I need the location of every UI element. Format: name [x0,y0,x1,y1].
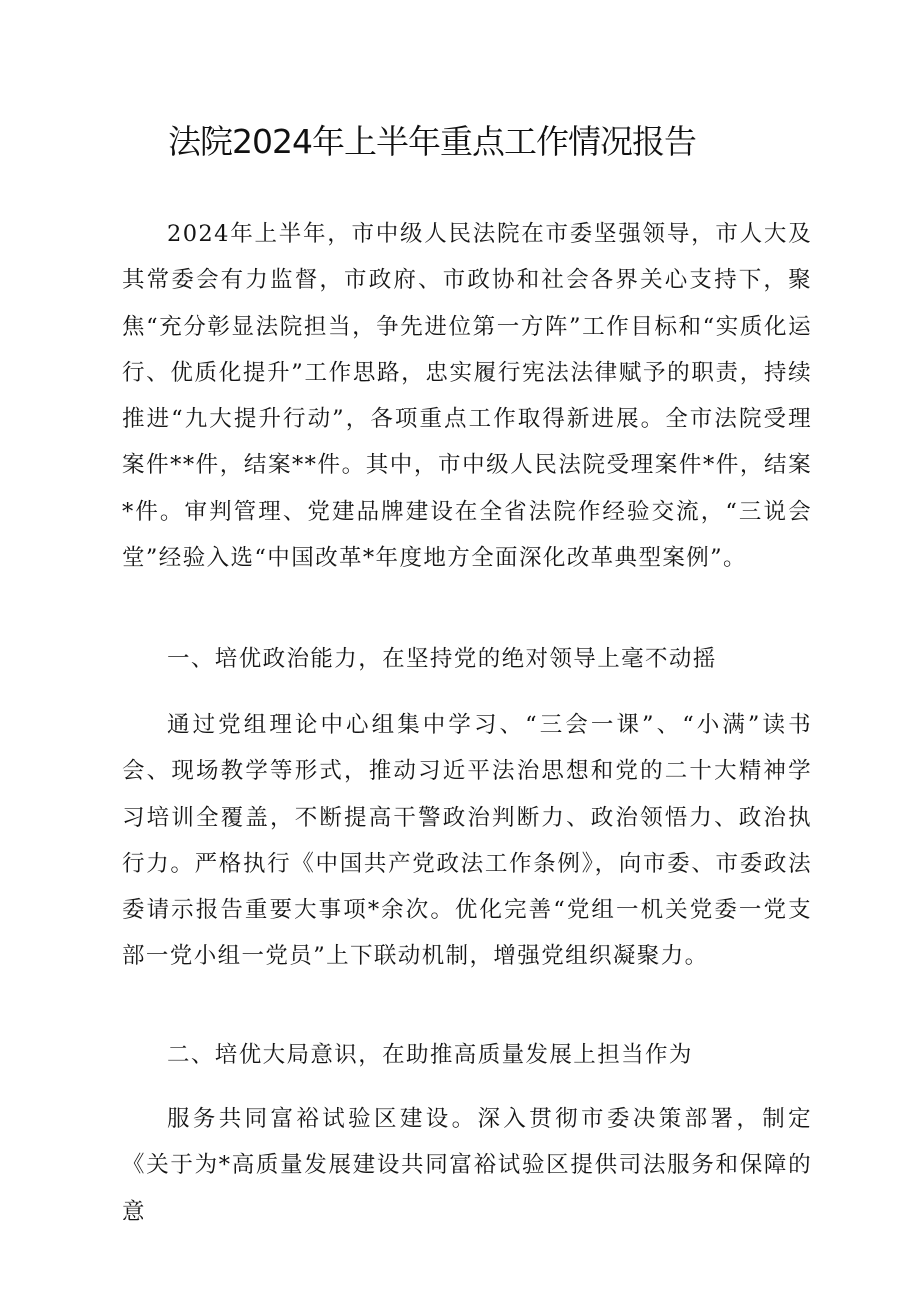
section-2-heading: 二、培优大局意识，在助推高质量发展上担当作为 [167,1042,693,1068]
section-1-heading-block [122,636,812,682]
document-title: 法院2024年上半年重点工作情况报告 [168,122,696,161]
section-2-body-block [122,1096,812,1235]
section-2-paragraph: 服务共同富裕试验区建设。深入贯彻市委决策部署，制定《关于为*高质量发展建设共同富裕试验区提供司法服务和保障的意 [122,1106,812,1225]
section-1-paragraph: 通过党组理论中心组集中学习、“三会一课”、“小满”读书会、现场教学等形式，推动习近平法治思想和党的二十大精神学习培训全覆盖，不断提高干警政治判断力、政治领悟力、政治执行力。严格执行《中国共产党政法工作条例》，向市委、市委政法委请示报告重要大事项*余次。优化完善“党组一机关党委一党支部一党小组一党员”上下联动机制，增强党组织凝聚力。 [122,712,812,970]
section-1-body-block [122,702,812,980]
section-2-heading-block [122,1032,812,1078]
section-1-heading: 一、培优政治能力，在坚持党的绝对领导上毫不动摇 [167,646,717,672]
intro-paragraph: 2024年上半年，市中级人民法院在市委坚强领导，市人大及其常委会有力监督，市政府、市政协和社会各界关心支持下，聚焦“充分彰显法院担当，争先进位第一方阵”工作目标和“实质化运行、优质化提升”工作思路，忠实履行宪法法律赋予的职责，持续推进“九大提升行动”，各项重点工作取得新进展。全市法院受理案件**件，结案**件。其中，市中级人民法院受理案件*件，结案*件。审判管理、党建品牌建设在全省法院作经验交流，“三说会堂”经验入选“中国改革*年度地方全面深化改革典型案例”。 [122,221,812,572]
intro-block [122,211,812,581]
